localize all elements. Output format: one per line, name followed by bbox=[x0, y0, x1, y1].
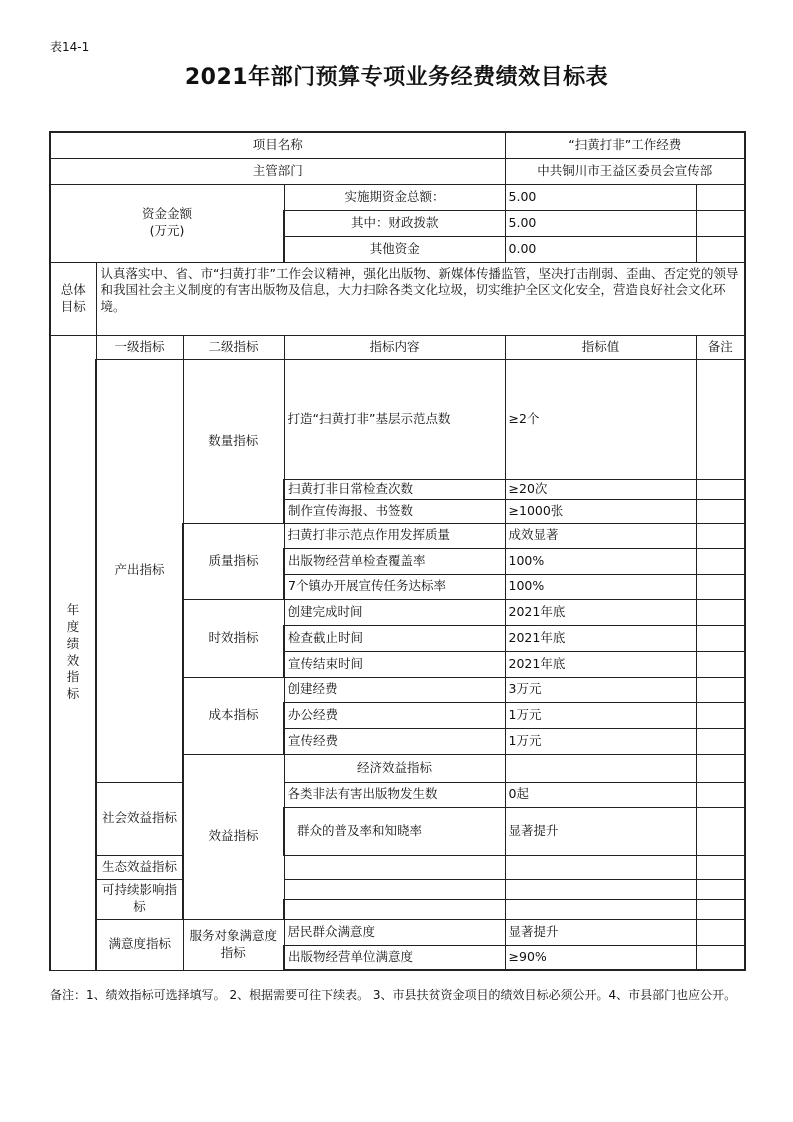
annual-char: 年 bbox=[66, 601, 80, 617]
annual-char: 标 bbox=[66, 686, 80, 702]
remark-cell bbox=[696, 479, 745, 499]
funds-total-value: 5.00 bbox=[505, 184, 696, 210]
goal-label-cell bbox=[50, 262, 96, 335]
footnote: 备注：1、绩效指标可选择填写。 2、根据需要可往下续表。 3、市县扶贫资金项目的绩效目标必须公开。4、市县部门也应公开。 bbox=[50, 988, 737, 1002]
sustainable-label: 可持续影响指标 bbox=[96, 879, 183, 919]
remark-cell bbox=[696, 702, 745, 728]
indicator-value: 1万元 bbox=[505, 702, 696, 728]
indicator-content: 7个镇办开展宣传任务达标率 bbox=[284, 574, 505, 599]
remark-cell bbox=[696, 879, 745, 899]
header-content: 指标内容 bbox=[284, 335, 505, 359]
indicator-value: 100% bbox=[505, 574, 696, 599]
dept-label: 主管部门 bbox=[50, 158, 505, 184]
header-remark: 备注 bbox=[696, 335, 745, 359]
performance-table bbox=[49, 131, 746, 971]
indicator-value: 0起 bbox=[505, 782, 696, 807]
quantity-label: 数量指标 bbox=[183, 359, 284, 523]
annual-char: 效 bbox=[66, 652, 80, 668]
indicator-value bbox=[505, 879, 696, 899]
indicator-content: 创建完成时间 bbox=[284, 599, 505, 625]
header-value: 指标值 bbox=[505, 335, 696, 359]
timeliness-label: 时效指标 bbox=[183, 599, 284, 677]
remark-cell bbox=[696, 782, 745, 807]
header-level1: 一级指标 bbox=[96, 335, 183, 359]
funds-fiscal-label: 其中：财政拨款 bbox=[284, 210, 505, 236]
remark-cell bbox=[696, 899, 745, 919]
indicator-value: 显著提升 bbox=[505, 919, 696, 945]
annual-char: 绩 bbox=[66, 635, 80, 651]
indicator-content bbox=[505, 754, 696, 782]
indicator-value: 成效显著 bbox=[505, 523, 696, 548]
indicator-content: 宣传经费 bbox=[284, 728, 505, 754]
header-level2: 二级指标 bbox=[183, 335, 284, 359]
remark-cell bbox=[696, 599, 745, 625]
funds-other-label: 其他资金 bbox=[284, 236, 505, 262]
indicator-value: ≥1000张 bbox=[505, 499, 696, 523]
remark-cell bbox=[696, 574, 745, 599]
indicator-content: 宣传结束时间 bbox=[284, 651, 505, 677]
remark-cell bbox=[696, 499, 745, 523]
cost-label: 成本指标 bbox=[183, 677, 284, 754]
output-level1: 产出指标 bbox=[96, 359, 183, 782]
indicator-content bbox=[284, 855, 505, 879]
indicator-value: ≥90% bbox=[505, 945, 696, 970]
indicator-content: 创建经费 bbox=[284, 677, 505, 702]
indicator-value: 显著提升 bbox=[505, 807, 696, 855]
remark-cell bbox=[696, 651, 745, 677]
indicator-value bbox=[505, 899, 696, 919]
indicator-content: 打造“扫黄打非”基层示范点数 bbox=[284, 359, 505, 479]
indicator-value: ≥20次 bbox=[505, 479, 696, 499]
goal-label-2: 目标 bbox=[60, 298, 86, 314]
annual-indicator-label bbox=[50, 335, 96, 970]
indicator-value bbox=[505, 855, 696, 879]
indicator-value: 3万元 bbox=[505, 677, 696, 702]
indicator-content: 扫黄打非示范点作用发挥质量 bbox=[284, 523, 505, 548]
remark-cell bbox=[696, 677, 745, 702]
economic-label: 经济效益指标 bbox=[284, 754, 505, 782]
goal-label-1: 总体 bbox=[60, 281, 86, 297]
indicator-content: 扫黄打非日常检查次数 bbox=[284, 479, 505, 499]
indicator-content bbox=[284, 899, 505, 919]
indicator-content: 各类非法有害出版物发生数 bbox=[284, 782, 505, 807]
remark-cell bbox=[696, 855, 745, 879]
funds-label-cell bbox=[50, 184, 284, 262]
dept-value: 中共铜川市王益区委员会宣传部 bbox=[505, 158, 745, 184]
indicator-value: 2021年底 bbox=[505, 599, 696, 625]
empty-cell bbox=[696, 236, 745, 262]
benefit-level1: 效益指标 bbox=[183, 754, 284, 919]
remark-cell bbox=[696, 807, 745, 855]
annual-char: 指 bbox=[66, 669, 80, 685]
page-title: 2021年部门预算专项业务经费绩效目标表 bbox=[184, 65, 609, 90]
remark-cell bbox=[696, 523, 745, 548]
indicator-content: 出版物经营单位满意度 bbox=[284, 945, 505, 970]
funds-label: 资金金额 bbox=[141, 206, 192, 222]
annual-char: 度 bbox=[66, 618, 80, 634]
indicator-content: 检查截止时间 bbox=[284, 625, 505, 651]
indicator-value: 2021年底 bbox=[505, 625, 696, 651]
indicator-value: ≥2个 bbox=[505, 359, 696, 479]
social-label: 社会效益指标 bbox=[96, 782, 183, 855]
indicator-value: 100% bbox=[505, 548, 696, 574]
indicator-content: 居民群众满意度 bbox=[284, 919, 505, 945]
indicator-content: 群众的普及率和知晓率 bbox=[284, 807, 505, 855]
project-name-label: 项目名称 bbox=[50, 132, 505, 158]
funds-unit: (万元) bbox=[149, 223, 185, 238]
indicator-content: 出版物经营单检查覆盖率 bbox=[284, 548, 505, 574]
satisfaction-label: 服务对象满意度指标 bbox=[183, 919, 284, 970]
form-number: 表14-1 bbox=[50, 40, 90, 54]
empty-cell bbox=[696, 184, 745, 210]
remark-cell bbox=[696, 548, 745, 574]
empty-cell bbox=[696, 210, 745, 236]
indicator-value bbox=[696, 754, 745, 782]
indicator-value: 2021年底 bbox=[505, 651, 696, 677]
indicator-content: 办公经费 bbox=[284, 702, 505, 728]
funds-total-label: 实施期资金总额： bbox=[284, 184, 505, 210]
remark-cell bbox=[696, 728, 745, 754]
indicator-value: 1万元 bbox=[505, 728, 696, 754]
remark-cell bbox=[696, 625, 745, 651]
indicator-content: 制作宣传海报、书签数 bbox=[284, 499, 505, 523]
indicator-content bbox=[284, 879, 505, 899]
project-name-value: “扫黄打非”工作经费 bbox=[505, 132, 745, 158]
satisfaction-level1: 满意度指标 bbox=[96, 919, 183, 970]
quality-label: 质量指标 bbox=[183, 523, 284, 599]
funds-fiscal-value: 5.00 bbox=[505, 210, 696, 236]
goal-text: 认真落实中、省、市“扫黄打非”工作会议精神，强化出版物、新媒体传播监管，坚决打击削弱、歪曲、否定党的领导和我国社会主义制度的有害出版物及信息，大力扫除各类文化垃圾，切实维护全区文化安全，营造良好社会文化环境。 bbox=[96, 262, 745, 335]
ecological-label: 生态效益指标 bbox=[96, 855, 183, 879]
funds-other-value: 0.00 bbox=[505, 236, 696, 262]
remark-cell bbox=[696, 945, 745, 970]
remark-cell bbox=[696, 919, 745, 945]
remark-cell bbox=[696, 359, 745, 479]
